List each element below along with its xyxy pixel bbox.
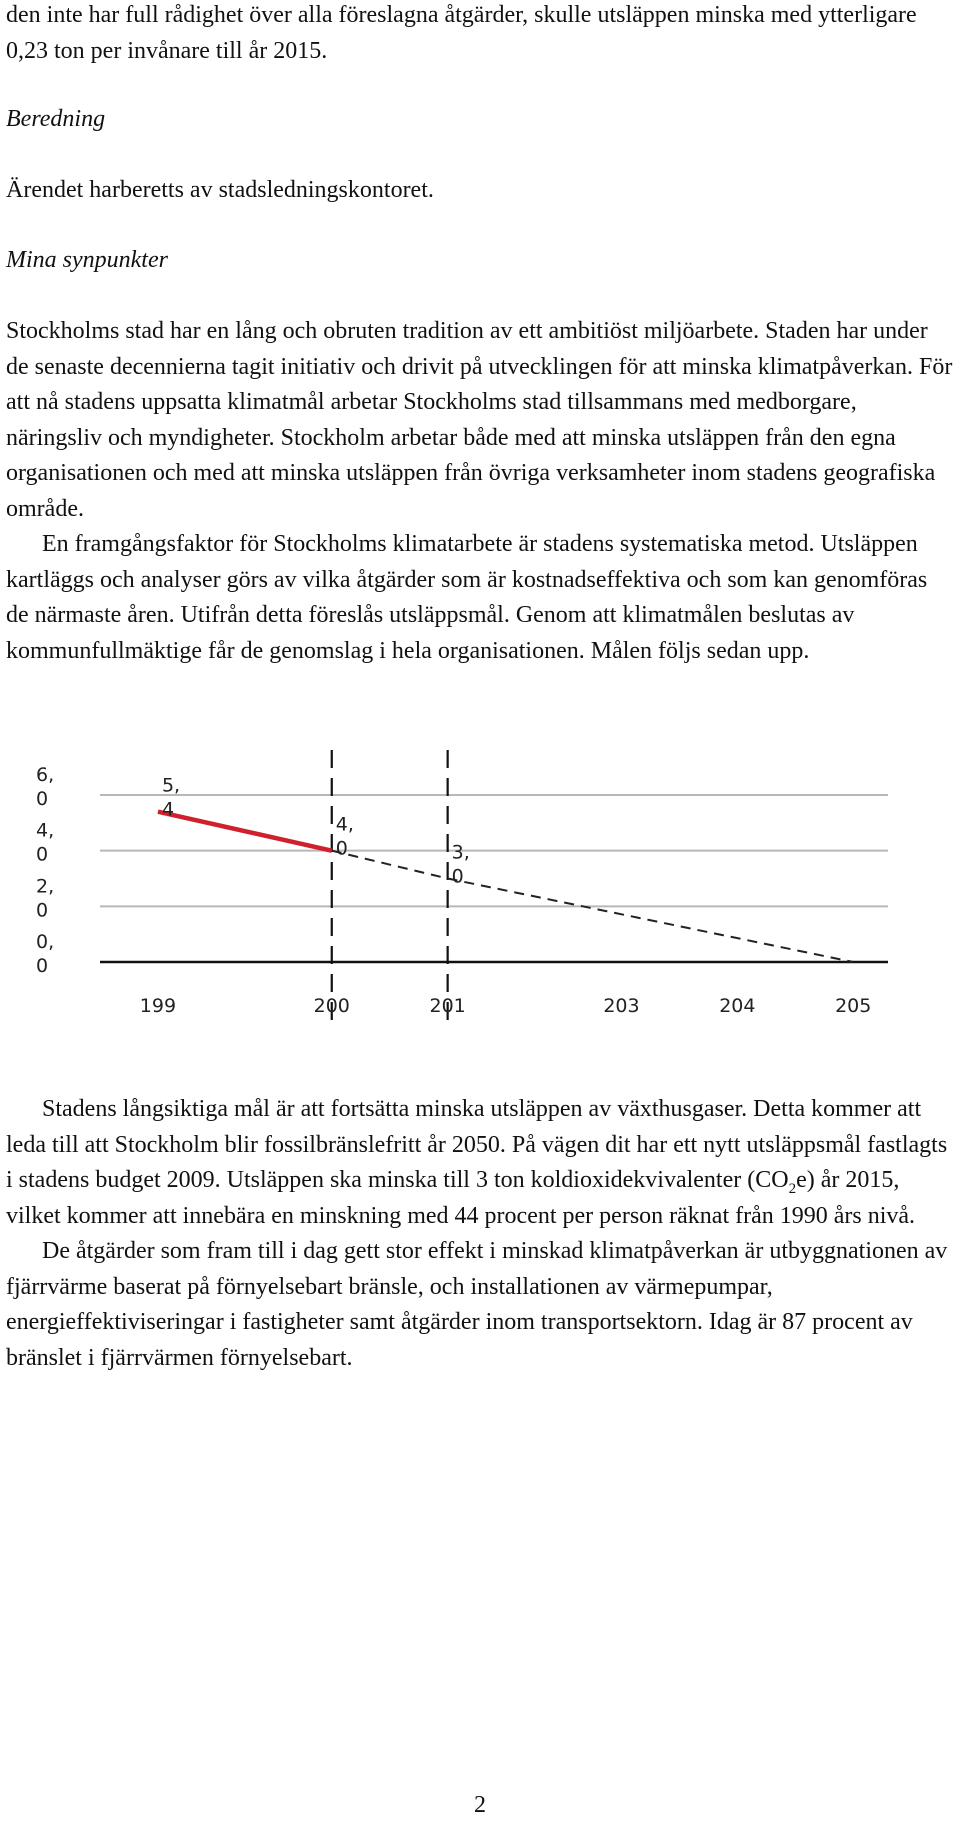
x-tick-label-4: 204 <box>719 995 756 1017</box>
after-chart-body <box>6 1092 954 1376</box>
series-1-segment-1 <box>448 879 854 963</box>
y-tick-label-3-line2: 0 <box>36 955 49 977</box>
point-label-0-line2: 4 <box>161 798 175 821</box>
goal-paragraph <box>6 1092 954 1234</box>
synpunkter-heading: Mina synpunkter <box>6 247 168 273</box>
emissions-chart <box>0 740 960 1040</box>
point-label-1-line1: 4, <box>335 813 354 836</box>
measures-paragraph: De åtgärder som fram till i dag gett stor effekt i minskad klimatpåverkan är utbyggnationen av fjärrvärme baserat på förnyelsebart bränsle, och installationen av värmepumpar, energieffektiviseringar i fastigheter samt åtgärder inom transportsektorn. Idag är 87 procent av bränslet i fjärrvärmen förnyelsebart. <box>6 1238 948 1371</box>
x-tick-label-1: 200 <box>313 995 350 1017</box>
point-label-2-line1: 3, <box>451 841 470 864</box>
x-tick-label-3: 203 <box>603 995 640 1017</box>
y-tick-label-2-line1: 2, <box>36 875 55 898</box>
series-1-segment-0 <box>332 851 448 879</box>
y-tick-label-1-line1: 4, <box>36 819 55 842</box>
y-tick-label-0-line1: 6, <box>36 764 55 786</box>
x-tick-label-2: 201 <box>429 995 466 1017</box>
synpunkter-paragraph-2: En framgångsfaktor för Stockholms klimatarbete är stadens systematiska metod. Utsläppen kartläggs och analyser görs av vilka åtgärder som är kostnadseffektiva och som kan genomföras de närmaste åren. Utifrån detta föreslås utsläppsmål. Genom att klimatmålen beslutas av kommunfullmäktige får de genomslag i hela organisationen. Målen följs sedan upp. <box>6 531 928 664</box>
y-tick-label-3-line1: 0, <box>36 931 55 953</box>
x-tick-label-5: 205 <box>835 995 872 1017</box>
x-tick-label-0: 199 <box>139 995 177 1017</box>
goal-text-part-2: e) år 2015, vilket kommer att innebära en minskning med 44 procent per person räknat från 1990 års nivå. <box>6 1167 916 1229</box>
synpunkter-paragraph-1: Stockholms stad har en lång och obruten tradition av ett ambitiöst miljöarbete. Staden har under de senaste decennierna tagit initiativ och drivit på utvecklingen för att minska klimatpåverkan. För att nå stadens uppsatta klimatmål arbetar Stockholms stad tillsammans med medborgare, näringsliv och myndigheter. Stockholm arbetar både med att minska utsläppen från den egna organisationen och med att minska utsläppen från övriga verksamheter inom stadens geografiska område. <box>6 318 953 522</box>
y-tick-label-1-line2: 0 <box>36 843 49 866</box>
beredning-text: Ärendet harberetts av stadsledningskontoret. <box>6 177 434 203</box>
intro-paragraph <box>6 0 954 69</box>
co2-subscript: 2 <box>788 1180 797 1197</box>
goal-text-part-1: Stadens långsiktiga mål är att fortsätta minska utsläppen av växthusgaser. Detta kommer att leda till att Stockholm blir fossilbränslefritt år 2050. På vägen dit har ett nytt utsläppsmål fastlagts i stadens budget 2009. Utsläppen ska minska till 3 ton koldioxidekvivalenter (CO <box>6 1096 948 1193</box>
point-label-2-line2: 0 <box>451 865 464 888</box>
page-number: 2 <box>474 1792 486 1818</box>
point-label-0-line1: 5, <box>161 774 181 797</box>
beredning-heading: Beredning <box>6 106 106 132</box>
series-0-segment-0 <box>158 812 332 851</box>
y-tick-label-0-line2: 0 <box>36 788 49 810</box>
intro-text: den inte har full rådighet över alla föreslagna åtgärder, skulle utsläppen minska med ytterligare 0,23 ton per invånare till år 2015. <box>6 2 917 64</box>
point-label-1-line2: 0 <box>335 837 348 860</box>
y-tick-label-2-line2: 0 <box>36 899 49 922</box>
synpunkter-body <box>6 314 954 669</box>
